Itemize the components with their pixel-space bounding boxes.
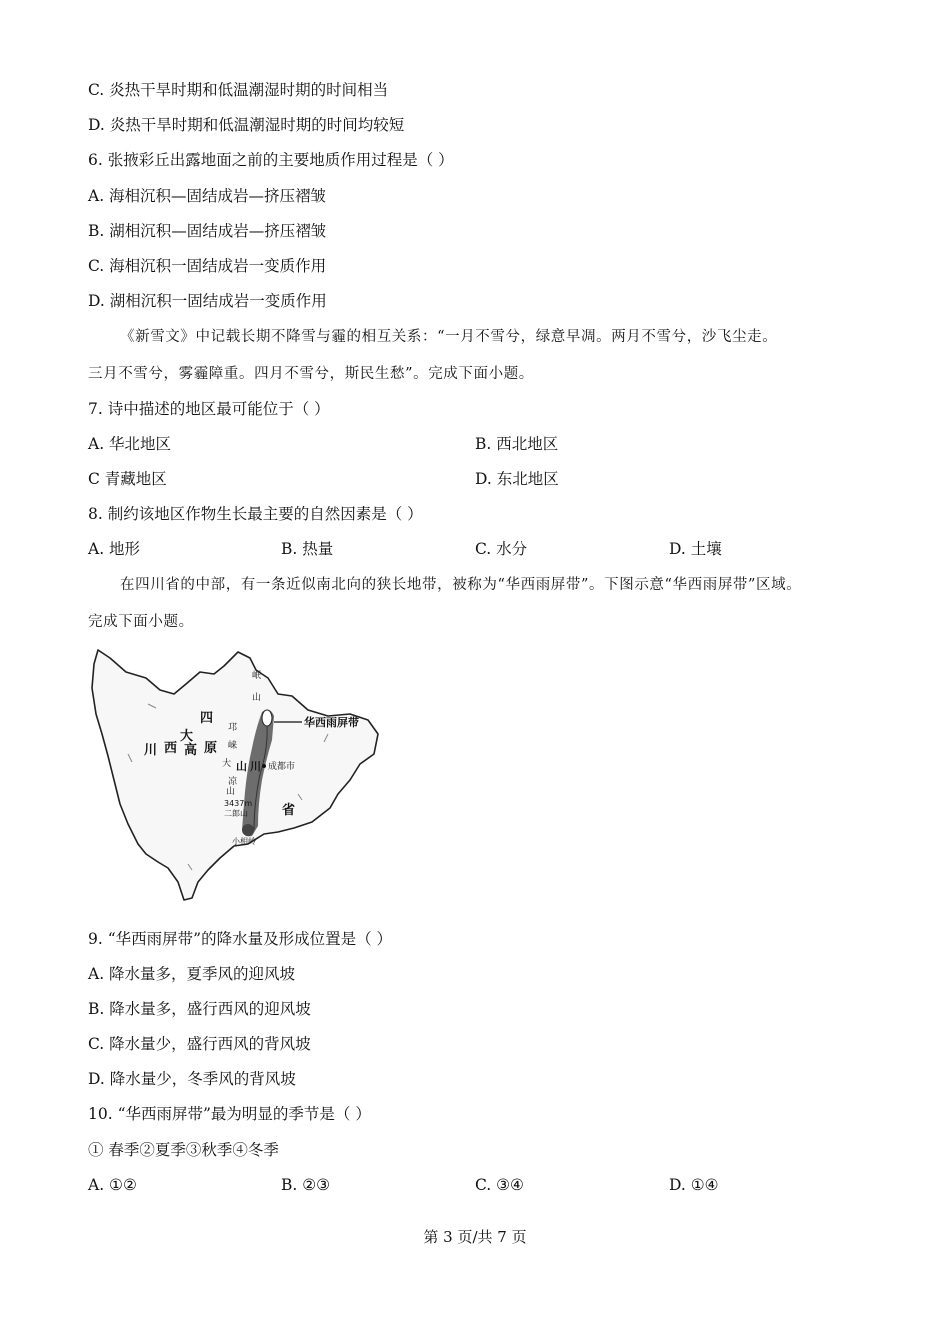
label-plateau-yuan: 原 (204, 741, 218, 756)
chengdu-dot (262, 764, 266, 768)
sichuan-rain-belt-map (88, 644, 388, 906)
passage-2-line-2: 完成下面小题。 (88, 614, 194, 630)
label-si: 四 (200, 711, 214, 726)
q6-option-d: D. 湖相沉积一固结成岩一变质作用 (88, 292, 327, 310)
q8-option-a: A. 地形 (88, 540, 141, 558)
label-plateau-xi: 西 (164, 741, 178, 756)
q6-option-b: B. 湖相沉积—固结成岩—挤压褶皱 (88, 222, 327, 240)
q7-option-d: D. 东北地区 (475, 470, 559, 488)
label-xiaoxiang: 小相岭 (232, 837, 256, 846)
q6-option-c: C. 海相沉积一固结成岩一变质作用 (88, 257, 327, 275)
passage-2-line-1: 在四川省的中部，有一条近似南北向的狭长地带，被称为“华西雨屏带”。下图示意“华西雨屏带”区域。 (120, 577, 802, 593)
q8-option-c: C. 水分 (475, 540, 528, 558)
q8-option-d: D. 土壤 (669, 540, 722, 558)
chengdu-label: 成都市 (268, 762, 296, 772)
sichuan-outline (92, 650, 378, 900)
q9-option-b: B. 降水量多，盛行西风的迎风坡 (88, 1000, 311, 1018)
q10-option-d: D. ①④ (669, 1176, 719, 1194)
q10-choices: ① 春季②夏季③秋季④冬季 (88, 1141, 279, 1159)
rain-belt-bottom-marker (242, 824, 254, 836)
q9-stem: 9. “华西雨屏带”的降水量及形成位置是（ ） (88, 930, 392, 948)
q6-stem: 6. 张掖彩丘出露地面之前的主要地质作用过程是（ ） (88, 151, 454, 169)
q5-option-c: C. 炎热干旱时期和低温潮湿时期的时间相当 (88, 81, 389, 99)
label-plateau-da: 大 (180, 729, 194, 744)
label-chuan: 川 (144, 743, 158, 758)
q10-stem: 10. “华西雨屏带”最为明显的季节是（ ） (88, 1105, 371, 1123)
q8-stem: 8. 制约该地区作物生长最主要的自然因素是（ ） (88, 505, 423, 523)
label-sheng: 省 (282, 803, 296, 818)
passage-1-line-1: 《新雪文》中记载长期不降雪与霾的相互关系：“一月不雪兮，绿意早凋。两月不雪兮，沙飞尘走。 (120, 329, 778, 345)
label-erlang: 二郎山 (224, 809, 248, 818)
q9-option-a: A. 降水量多，夏季风的迎风坡 (88, 965, 296, 983)
label-lai: 崃 (228, 741, 238, 751)
q6-option-a: A. 海相沉积—固结成岩—挤压褶皱 (88, 187, 327, 205)
q7-option-b: B. 西北地区 (475, 435, 559, 453)
label-daliang: 凉 (228, 777, 238, 787)
q10-option-c: C. ③④ (475, 1176, 524, 1194)
q7-stem: 7. 诗中描述的地区最可能位于（ ） (88, 400, 330, 418)
min-mountain-char-2: 山 (252, 693, 262, 703)
label-dalang: 大 (222, 759, 232, 769)
page-footer: 第 3 页/共 7 页 (423, 1228, 527, 1246)
label-mountain-mark: 山 (226, 787, 236, 797)
q9-option-c: C. 降水量少，盛行西风的背风坡 (88, 1035, 311, 1053)
label-elevation: 3437m (224, 799, 253, 808)
label-plateau-gao: 高 (184, 743, 198, 758)
q8-option-b: B. 热量 (281, 540, 334, 558)
label-qiong: 邛 (228, 723, 238, 733)
q5-option-d: D. 炎热干旱时期和低温潮湿时期的时间均较短 (88, 116, 405, 134)
q9-option-d: D. 降水量少，冬季风的背风坡 (88, 1070, 296, 1088)
label-shan-chuan-1: 山 (236, 760, 247, 773)
min-mountain-char-1: 岷 (252, 671, 262, 681)
rain-belt-label: 华西雨屏带 (304, 716, 359, 729)
passage-1-line-2: 三月不雪兮，雾霾障重。四月不雪兮，斯民生愁”。完成下面小题。 (88, 366, 534, 382)
q10-option-b: B. ②③ (281, 1176, 331, 1194)
label-shan-chuan-2: 川 (250, 760, 261, 773)
q7-option-a: A. 华北地区 (88, 435, 172, 453)
rain-belt-top-marker (262, 710, 272, 726)
q7-option-c: C 青藏地区 (88, 470, 167, 488)
q10-option-a: A. ①② (88, 1176, 137, 1194)
